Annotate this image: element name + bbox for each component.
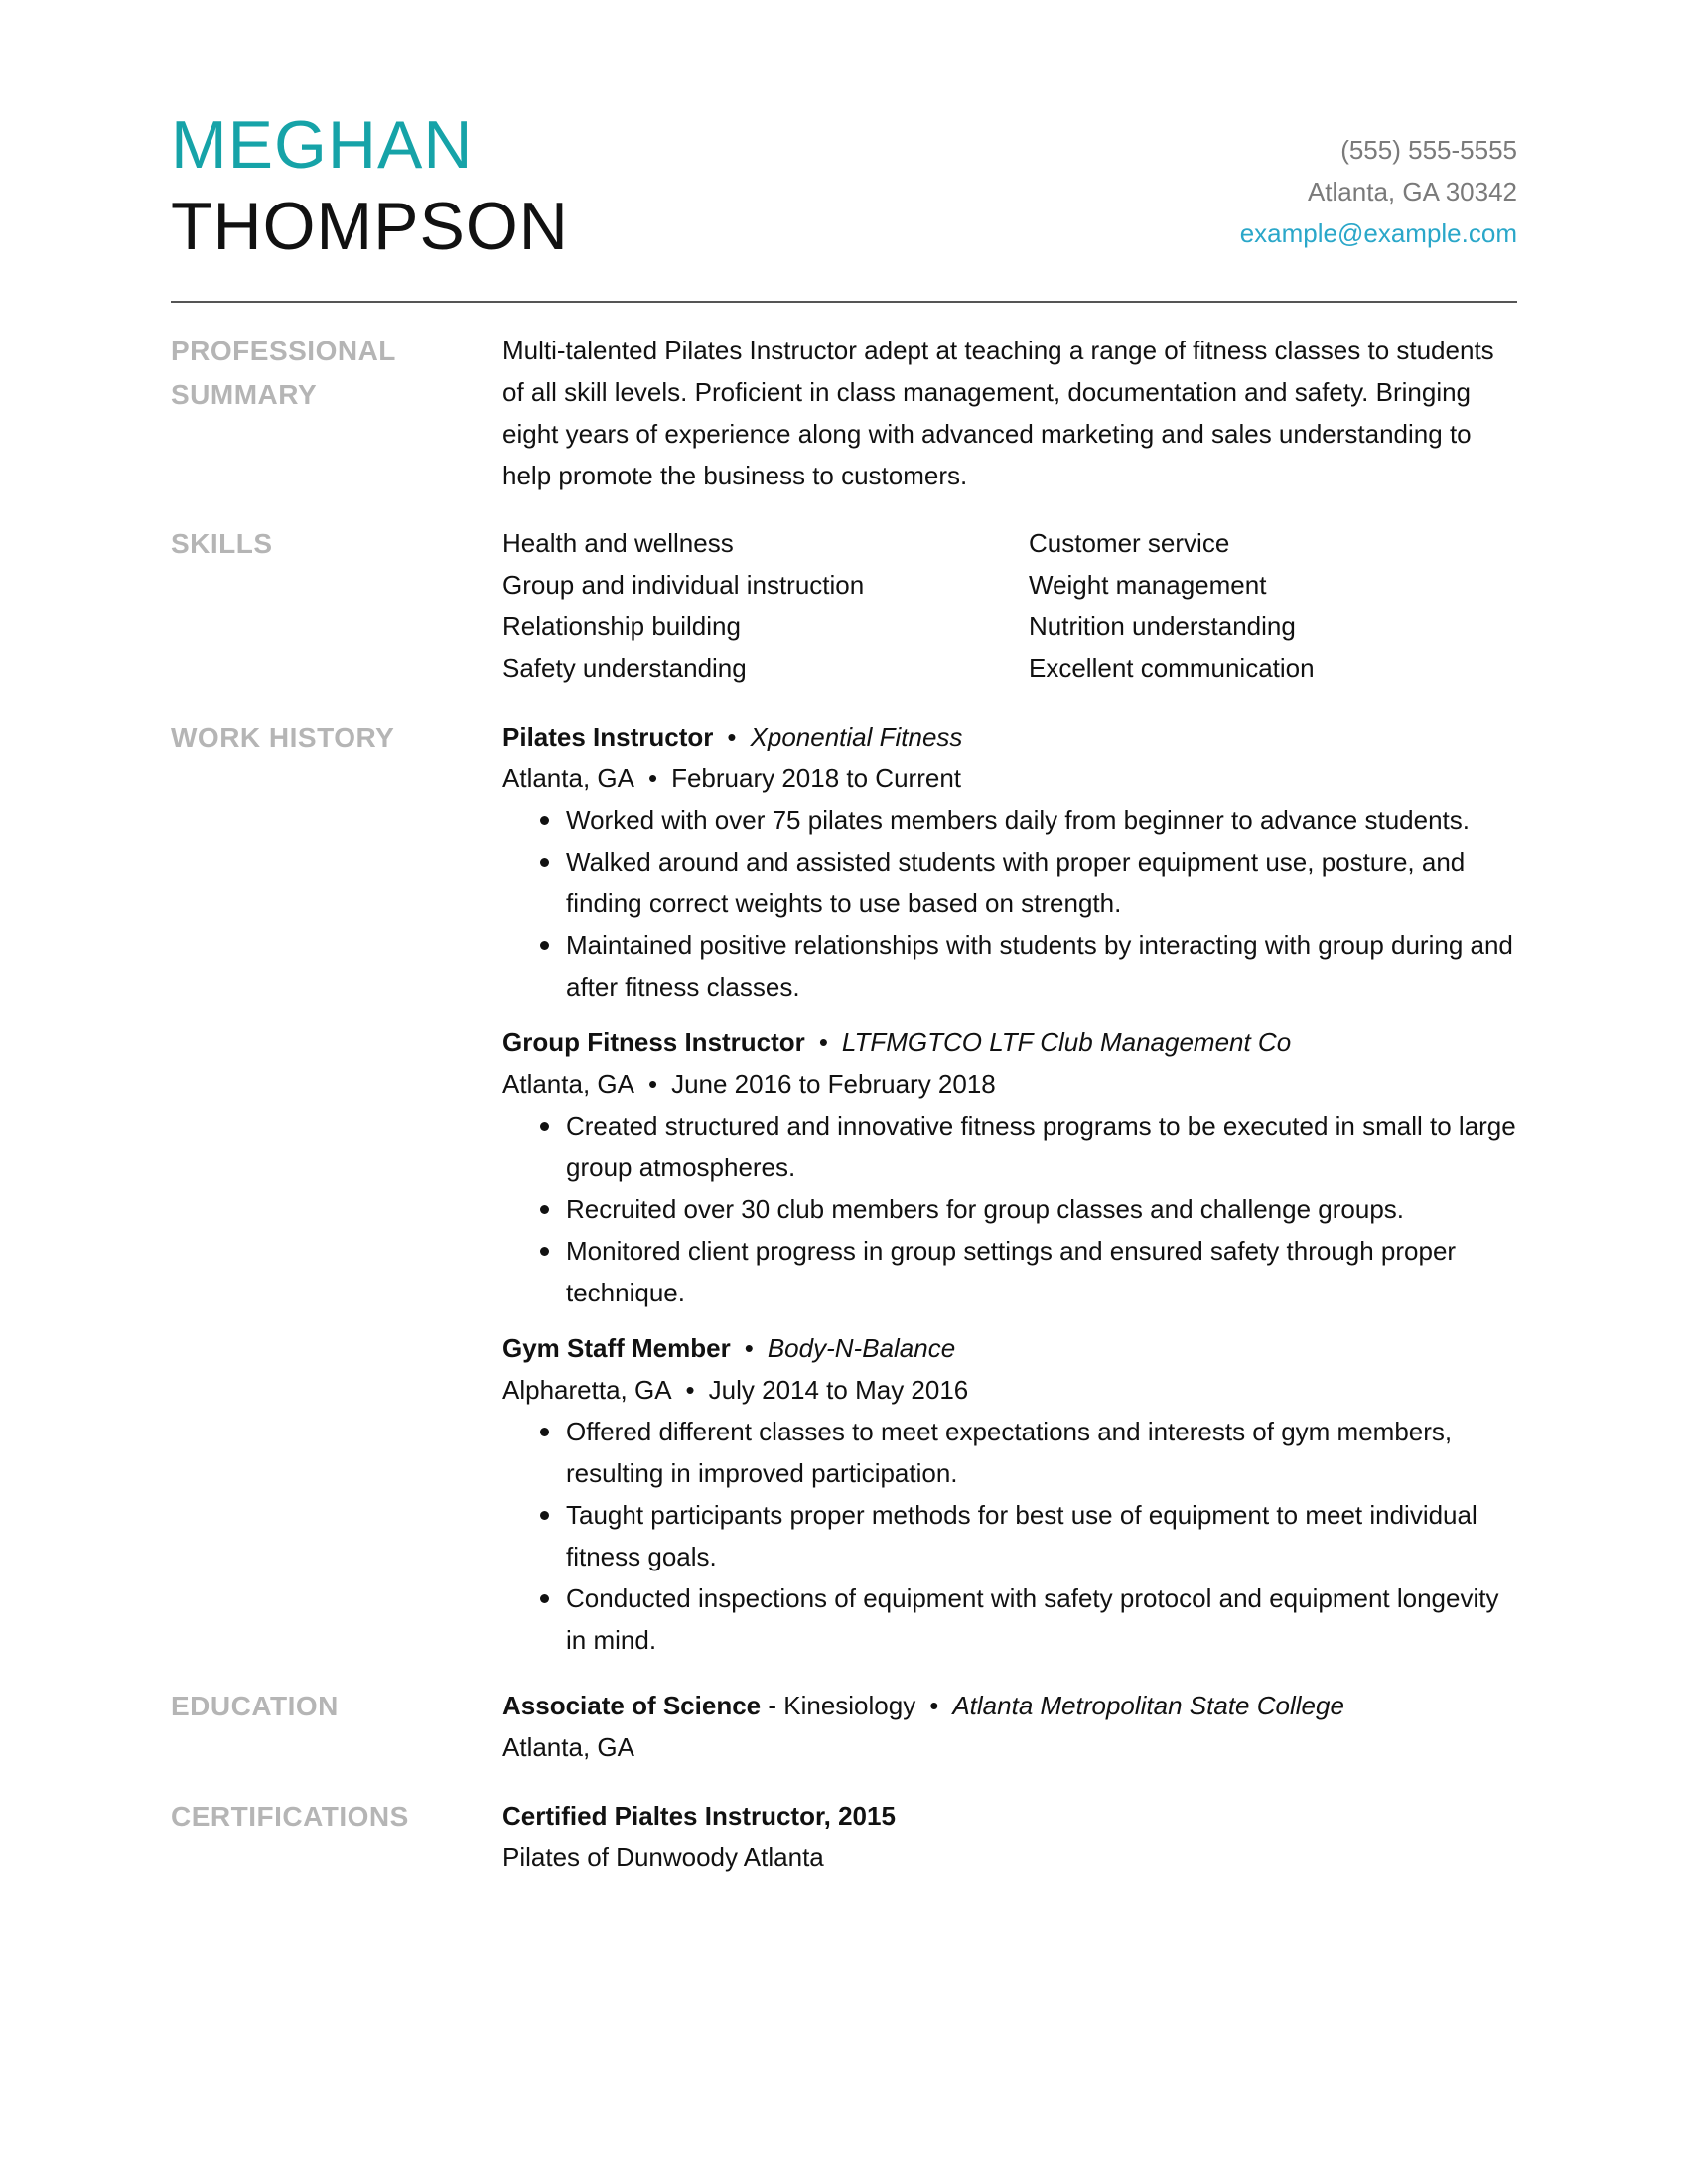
separator-dot: • bbox=[818, 1027, 828, 1057]
job-bullet: Walked around and assisted students with proper equipment use, posture, and finding correct weights to use based on strength. bbox=[566, 841, 1517, 924]
work-heading: WORK HISTORY bbox=[171, 722, 395, 752]
job-title: Group Fitness Instructor bbox=[502, 1027, 805, 1057]
company-name: LTFMGTCO LTF Club Management Co bbox=[841, 1027, 1292, 1057]
education-entry bbox=[502, 1685, 1517, 1768]
job-title: Gym Staff Member bbox=[502, 1333, 731, 1363]
job-header bbox=[502, 1022, 1517, 1063]
location: Atlanta, GA 30342 bbox=[1307, 177, 1517, 206]
skill-item: Safety understanding bbox=[502, 653, 747, 683]
job-entry bbox=[502, 1327, 1517, 1661]
email-link[interactable]: example@example.com bbox=[1239, 218, 1517, 248]
skill-item: Relationship building bbox=[502, 612, 741, 641]
skill-item: Excellent communication bbox=[1029, 653, 1315, 683]
job-entry bbox=[502, 1022, 1517, 1313]
job-dates: July 2014 to May 2016 bbox=[708, 1375, 969, 1405]
skill-item: Weight management bbox=[1029, 570, 1267, 600]
header-divider bbox=[171, 301, 1517, 303]
degree: Associate of Science bbox=[502, 1691, 762, 1720]
job-bullets bbox=[502, 1105, 1517, 1313]
job-meta bbox=[502, 1063, 1517, 1105]
job-meta bbox=[502, 757, 1517, 799]
separator-dot: • bbox=[744, 1333, 754, 1363]
job-bullet: Created structured and innovative fitness programs to be executed in small to large group atmospheres. bbox=[566, 1105, 1517, 1188]
phone: (555) 555-5555 bbox=[1340, 135, 1517, 165]
job-location: Atlanta, GA bbox=[502, 763, 634, 793]
job-header bbox=[502, 716, 1517, 757]
separator-dot: • bbox=[929, 1691, 939, 1720]
job-bullet: Offered different classes to meet expectations and interests of gym members, resulting in improved participation. bbox=[566, 1411, 1517, 1494]
job-dates: June 2016 to February 2018 bbox=[671, 1069, 996, 1099]
skills-grid bbox=[502, 522, 1517, 689]
job-bullet: Taught participants proper methods for best use of equipment to meet individual fitness goals. bbox=[566, 1494, 1517, 1577]
skill-item: Group and individual instruction bbox=[502, 570, 865, 600]
school-location: Atlanta, GA bbox=[502, 1732, 634, 1762]
company-name: Body-N-Balance bbox=[767, 1333, 956, 1363]
separator-dot: • bbox=[685, 1375, 695, 1405]
resume-header bbox=[171, 99, 1517, 298]
job-bullet: Monitored client progress in group settings and ensured safety through proper technique. bbox=[566, 1230, 1517, 1313]
job-bullet: Worked with over 75 pilates members daily from beginner to advance students. bbox=[566, 799, 1517, 841]
summary-heading bbox=[171, 330, 449, 417]
job-location: Alpharetta, GA bbox=[502, 1375, 672, 1405]
school-name: Atlanta Metropolitan State College bbox=[952, 1691, 1344, 1720]
job-dates: February 2018 to Current bbox=[671, 763, 962, 793]
certifications-heading: CERTIFICATIONS bbox=[171, 1801, 409, 1832]
separator-dot: • bbox=[727, 722, 737, 751]
job-location: Atlanta, GA bbox=[502, 1069, 634, 1099]
certification-issuer: Pilates of Dunwoody Atlanta bbox=[502, 1843, 824, 1872]
work-list bbox=[502, 716, 1517, 1675]
resume-page bbox=[171, 99, 1517, 1872]
skill-item: Customer service bbox=[1029, 528, 1230, 558]
contact-block bbox=[1240, 129, 1517, 254]
job-bullet: Conducted inspections of equipment with safety protocol and equipment longevity in mind. bbox=[566, 1577, 1517, 1661]
certification-name: Certified Pialtes Instructor, 2015 bbox=[502, 1801, 896, 1831]
skill-item: Health and wellness bbox=[502, 528, 734, 558]
first-name: MEGHAN bbox=[171, 107, 474, 183]
summary-heading-line1: PROFESSIONAL bbox=[171, 336, 396, 366]
job-header bbox=[502, 1327, 1517, 1369]
job-title: Pilates Instructor bbox=[502, 722, 714, 751]
separator-dot: • bbox=[647, 1069, 658, 1099]
job-bullets bbox=[502, 799, 1517, 1008]
job-entry bbox=[502, 716, 1517, 1008]
education-line bbox=[502, 1685, 1517, 1726]
summary-heading-line2: SUMMARY bbox=[171, 379, 318, 410]
certification-entry bbox=[502, 1795, 1517, 1878]
education-heading: EDUCATION bbox=[171, 1691, 339, 1721]
last-name: THOMPSON bbox=[171, 189, 569, 264]
company-name: Xponential Fitness bbox=[750, 722, 963, 751]
skill-item: Nutrition understanding bbox=[1029, 612, 1296, 641]
degree-field-separator: - bbox=[761, 1691, 784, 1720]
job-meta bbox=[502, 1369, 1517, 1411]
skills-heading: SKILLS bbox=[171, 528, 273, 559]
job-bullets bbox=[502, 1411, 1517, 1661]
job-bullet: Recruited over 30 club members for group classes and challenge groups. bbox=[566, 1188, 1517, 1230]
summary-text: Multi-talented Pilates Instructor adept at teaching a range of fitness classes to students of all skill levels. Proficient in class management, documentation and safety. Bringing eight years of experience along with advanced marketing and sales understanding to help promote the business to customers. bbox=[502, 336, 1494, 490]
degree-field: Kinesiology bbox=[783, 1691, 916, 1720]
separator-dot: • bbox=[647, 763, 658, 793]
job-bullet: Maintained positive relationships with students by interacting with group during and after fitness classes. bbox=[566, 924, 1517, 1008]
